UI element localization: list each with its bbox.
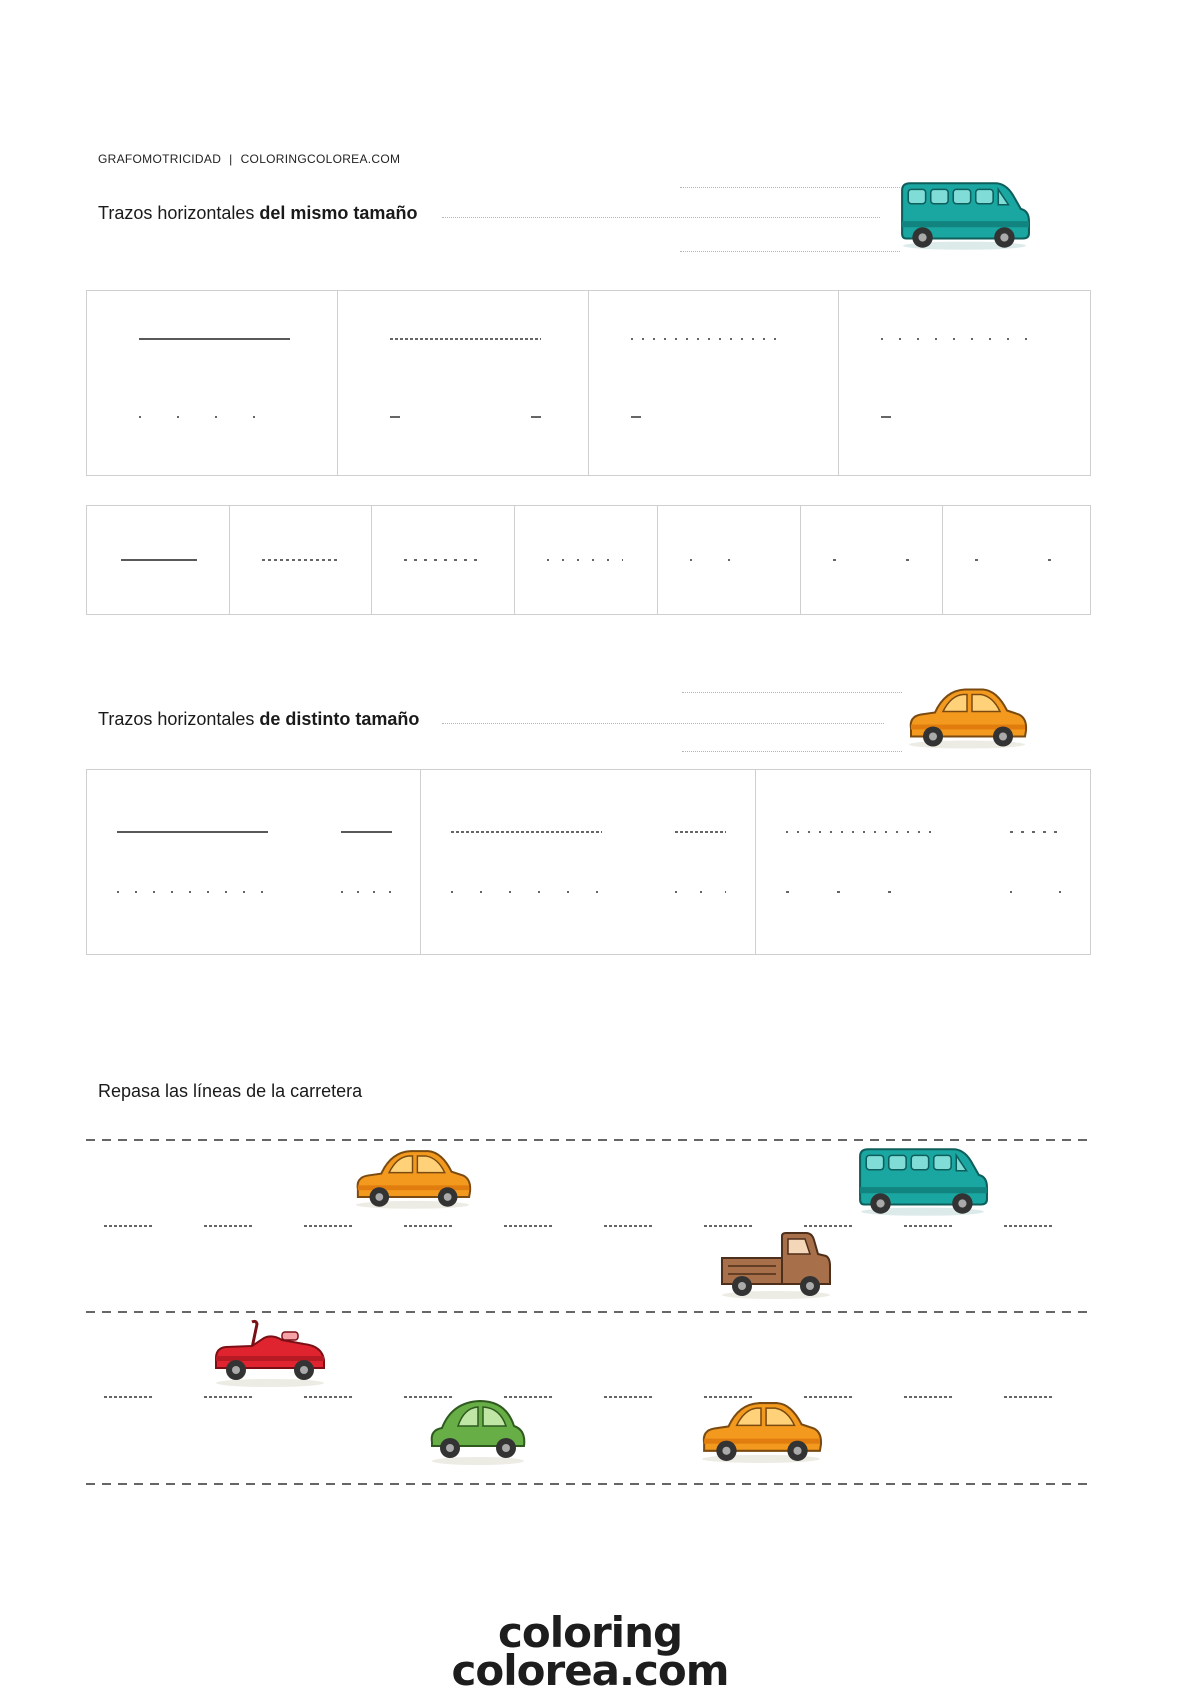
tracing-cell (756, 770, 1090, 954)
tracing-cell (87, 770, 421, 954)
orange-car-icon (698, 1398, 825, 1464)
tracing-strokes (230, 506, 373, 616)
tracing-cell (658, 506, 801, 614)
header-category: GRAFOMOTRICIDAD (98, 152, 222, 166)
logo-line1: coloring (497, 1608, 683, 1657)
section1-leader-line (442, 217, 880, 218)
page-header (98, 152, 400, 166)
section2-title-plain: Trazos horizontales (98, 709, 260, 729)
tracing-cell (839, 291, 1090, 475)
tracing-cell (801, 506, 944, 614)
tracing-cell (338, 291, 589, 475)
section1-guide-bottom (680, 251, 900, 252)
teal-van-icon (856, 1146, 989, 1218)
tracing-grid-equal-large (86, 290, 1091, 476)
section3-title: Repasa las líneas de la carretera (98, 1081, 363, 1101)
header-site: COLORINGCOLOREA.COM (240, 152, 401, 166)
section2-guide-top (682, 692, 902, 693)
tracing-strokes (943, 506, 1090, 616)
tracing-cell (515, 506, 658, 614)
green-beetle-icon (428, 1396, 528, 1466)
tracing-grid-equal-small (86, 505, 1091, 615)
section1-guide-top (680, 187, 900, 188)
tracing-strokes (421, 770, 756, 956)
tracing-strokes (87, 291, 338, 477)
tracing-strokes (338, 291, 589, 477)
tracing-strokes (801, 506, 944, 616)
section2-title (98, 709, 419, 730)
tracing-strokes (658, 506, 801, 616)
logo-line2: colorea.com (451, 1646, 729, 1695)
section2-guide-bottom (682, 751, 902, 752)
section1-title-plain: Trazos horizontales (98, 203, 260, 223)
tracing-cell (943, 506, 1090, 614)
tracing-cell (230, 506, 373, 614)
tracing-strokes (515, 506, 658, 616)
tracing-strokes (372, 506, 515, 616)
teal-van-icon (898, 180, 1031, 252)
tracing-cell (87, 291, 338, 475)
brown-pickup-icon (718, 1230, 833, 1300)
tracing-cell (589, 291, 840, 475)
tracing-strokes (87, 770, 422, 956)
orange-car-icon (352, 1146, 474, 1210)
tracing-grid-different (86, 769, 1091, 955)
tracing-cell (372, 506, 515, 614)
tracing-strokes (87, 506, 230, 616)
tracing-cell (421, 770, 755, 954)
coloringcolorea-logo (440, 1608, 740, 1695)
red-convertible-icon (212, 1318, 327, 1388)
section2-title-bold: de distinto tamaño (259, 709, 420, 729)
section1-title (98, 203, 417, 224)
tracing-strokes (756, 770, 1091, 956)
section2-leader-line (442, 723, 884, 724)
orange-car-icon (905, 684, 1030, 750)
tracing-strokes (589, 291, 840, 477)
section1-title-bold: del mismo tamaño (259, 203, 418, 223)
tracing-cell (87, 506, 230, 614)
tracing-strokes (839, 291, 1090, 477)
header-separator: | (229, 152, 233, 166)
